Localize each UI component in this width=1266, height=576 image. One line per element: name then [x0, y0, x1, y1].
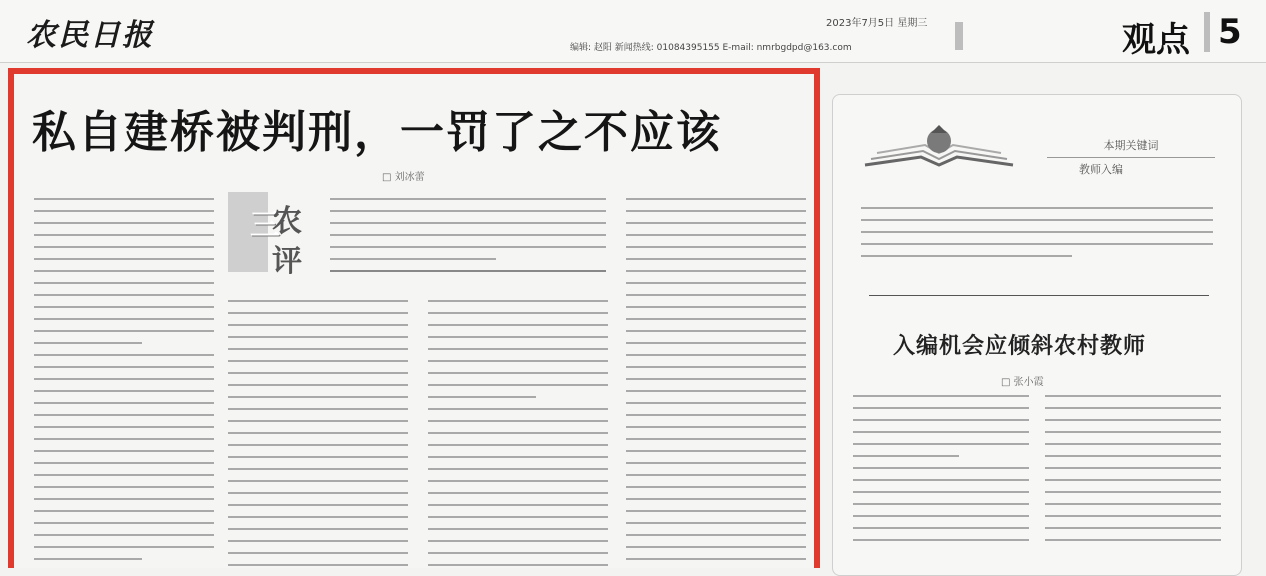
- sannong-column-badge: [228, 192, 308, 279]
- masthead: [0, 0, 1266, 63]
- issue-date: 2023年7月5日 星期三: [826, 18, 928, 29]
- main-article: [8, 68, 820, 568]
- article-column-4: [626, 198, 806, 568]
- sidebar-column-sub: 教师入编: [1079, 163, 1123, 176]
- badge-char-2: 农: [272, 204, 302, 239]
- sidebar-column-logo-icon: [861, 125, 1017, 175]
- badge-char-4: 评: [272, 244, 302, 279]
- lead-divider: [330, 270, 606, 272]
- newspaper-logo: 农民日报: [26, 18, 154, 53]
- sidebar-divider: [869, 295, 1209, 296]
- section-number: 5: [1204, 12, 1242, 52]
- sidebar-intro: [861, 207, 1213, 267]
- sidebar-column-label: 本期关键词: [1047, 137, 1215, 158]
- article-column-2: [228, 300, 408, 568]
- article-byline: □ 刘冰蕾: [382, 172, 425, 183]
- article-lead: [330, 198, 606, 270]
- section-name: 观点: [1122, 20, 1190, 60]
- masthead-divider: [955, 22, 963, 50]
- badge-char-1: 三: [250, 208, 280, 243]
- contact-line: 编辑: 赵阳 新闻热线: 01084395155 E-mail: nmrbgdpd@163.com: [570, 43, 852, 53]
- article-headline: 私自建桥被判刑，一罚了之不应该: [32, 107, 722, 158]
- sidebar-column-2: [1045, 395, 1221, 551]
- sidebar-panel: [832, 94, 1242, 576]
- article-column-1: [34, 198, 214, 568]
- article-column-3: [428, 300, 608, 568]
- sidebar-column-1: [853, 395, 1029, 551]
- sidebar-byline: □ 张小霞: [1001, 377, 1044, 388]
- sidebar-title: 入编机会应倾斜农村教师: [893, 333, 1147, 359]
